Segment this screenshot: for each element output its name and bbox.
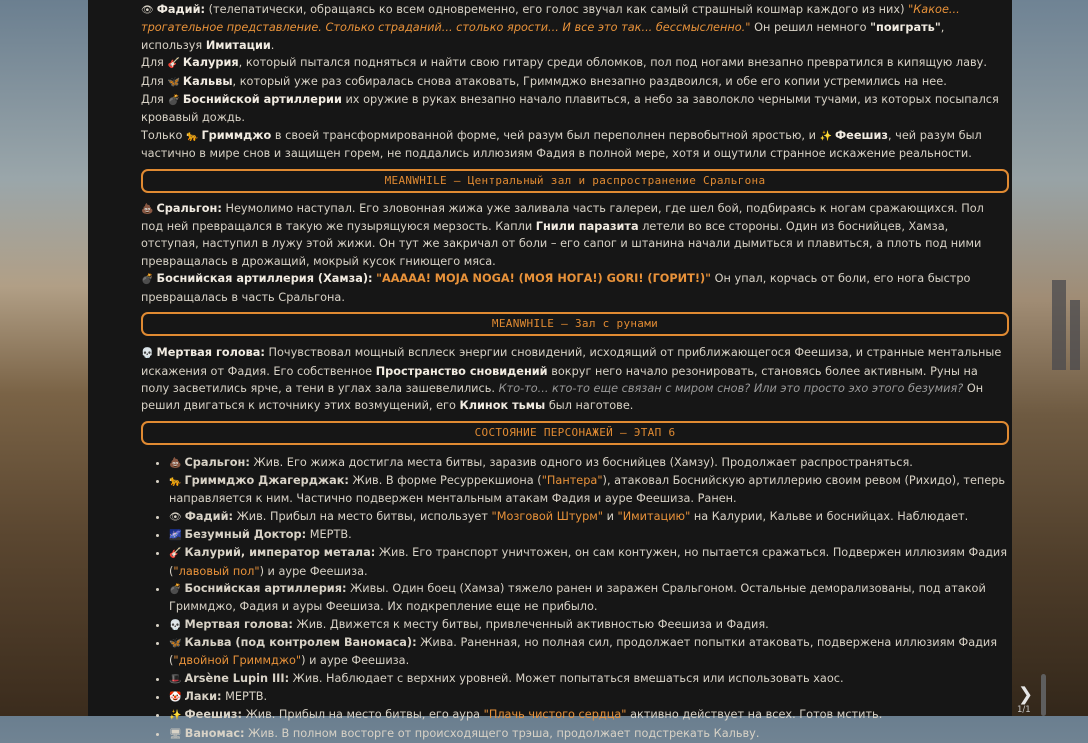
status-item xyxy=(169,616,1009,634)
status-text: МЕРТВ. xyxy=(221,690,268,704)
character-name: Сральгон: xyxy=(184,455,250,469)
kaluriy-line: Для 🎸 Калурия, который пытался подняться и найти свою гитару среди обломков, пол под ногами внезапно превратился в кипящую лаву. xyxy=(141,56,987,70)
status-text: ) и ауре Феешиза. xyxy=(259,564,368,578)
character-icon: 💣 xyxy=(169,584,182,596)
speaker-name: Фадий: xyxy=(156,3,206,16)
quote: "Плачь чистого сердца" xyxy=(483,708,627,722)
character-name: Боснийская артиллерия: xyxy=(184,582,347,596)
chevron-right-icon[interactable]: ❯ xyxy=(1018,684,1034,705)
status-text: Жива. Раненная, но полная сил, продолжает попытки атаковать, подвержена иллюзиям Фадия ( xyxy=(169,636,998,668)
status-text: ) и ауре Феешиза. xyxy=(301,654,410,668)
section-header-rune-hall: MEANWHILE – Зал с рунами xyxy=(141,312,1009,336)
status-text: Живы. Один боец (Хамза) тяжело ранен и заражен Сральгоном. Остальные деморализованы, под атакой Гриммджо, Фадия и ауры Феешиза. Их подкрепление еще не прибыло. xyxy=(169,582,986,614)
status-text: Жив. Наблюдает с верхних уровней. Может попытаться вмешаться или использовать хаос. xyxy=(289,671,844,685)
character-name: Ваномас: xyxy=(184,726,245,740)
quote: "Имитацию" xyxy=(617,509,691,523)
background-scene-right xyxy=(1012,0,1088,716)
character-icon: 🦋 xyxy=(169,638,182,650)
deadhead-paragraph: 💀 Мертвая голова: Почувствовал мощный всплеск энергии сновидений, исходящий от приближающегося Феешиза, и странные ментальные искажения от Фадия. Его собственное Пространство сновидений вокруг него начало резонировать, становясь более активным. Руны на полу засветились ярче, а тени в углах зала зашевелились. Кто-то... кто-то еще связан с миром снов? Или это просто эхо этого безумия? Он решил двигаться к источнику этих возмущений, его Клинок тьмы был наготове. xyxy=(141,346,1002,413)
status-item xyxy=(169,454,1009,472)
character-name: Кальва (под контролем Ваномаса): xyxy=(184,636,417,650)
status-text: Жив. Его жижа достигла места битвы, заразив одного из боснийцев (Хамзу). Продолжает распространяться. xyxy=(249,455,913,469)
artillery-paragraph: 💣 Боснийская артиллерия (Хамза): "AAAAA! MOJA NOGA! (МОЯ НОГА!) GORI! (ГОРИТ!)" Он упал, корчась от боли, его нога быстро превращалась в часть Сральгона. xyxy=(141,272,971,304)
artillery-line: Для 💣 Боснийской артиллерии их оружие в руках внезапно начало плавиться, а небо за заволокло черными тучами, из которых посыпался кровавый дождь. xyxy=(141,93,999,125)
status-text: МЕРТВ. xyxy=(306,528,352,542)
page-indicator: 1/1 xyxy=(1017,705,1031,715)
character-icon: 🌌 xyxy=(169,530,182,542)
status-item xyxy=(169,634,1009,669)
status-text: Жив. Прибыл на место битвы, его аура xyxy=(241,708,484,722)
status-item xyxy=(169,508,1009,526)
character-name: Arsène Lupin III: xyxy=(184,671,290,685)
status-item xyxy=(169,472,1009,507)
character-icon: 💩 xyxy=(169,457,182,469)
status-text: ), атаковал Боснийскую артиллерию своим ревом (Рихидо), теперь направляется к ним. Частично подвержен ментальным атакам Фадия и ауре Феешиза. Ранен. xyxy=(169,474,1006,506)
character-icon: 👁 xyxy=(169,511,182,523)
status-item xyxy=(169,580,1009,615)
status-item xyxy=(169,544,1009,579)
background-scene-left xyxy=(0,0,88,716)
ruin-tower xyxy=(1052,280,1066,370)
status-text: и xyxy=(602,509,618,523)
poop-icon: 💩 xyxy=(141,203,154,215)
quote: "двойной Гриммджо" xyxy=(173,654,302,668)
character-name: Феешиз: xyxy=(184,708,242,722)
eye-icon: 👁 xyxy=(141,5,154,16)
status-item xyxy=(169,725,1009,743)
guitar-icon: 🎸 xyxy=(167,58,180,70)
character-name: Фадий: xyxy=(184,509,234,523)
status-item xyxy=(169,670,1009,688)
quote: "лавовый пол" xyxy=(173,564,260,578)
ruin-tower xyxy=(1070,300,1080,370)
character-icon: 🎩 xyxy=(169,673,182,685)
only-paragraph: Только 🐆 Гриммджо в своей трансформированной форме, чей разум был переполнен первобытной яростью, и ✨ Феешиз, чей разум был частично в мире снов и защищен горем, не поддались иллюзиям Фадия в полной мере, хотя и ощутили странное искажение реальности. xyxy=(141,128,982,161)
status-item xyxy=(169,526,1009,544)
sralgon-paragraph: 💩 Сральгон: Неумолимо наступал. Его зловонная жижа уже заливала часть галереи, где шел бой, подбираясь к ногам сражающихся. Пол под ней превращался в такую же пузырящуюся мерзость. Капли Гнили паразита летели во все стороны. Один из боснийцев, Хамза, отступая, наступил в лужу этой жижи. Он тут же закричал от боли – его сапог и штанина начали дымиться и плавиться, а плоть под ними превращалась в дрожащий, мокрый кусок гниющего мяса. xyxy=(141,201,984,268)
character-icon: 🎸 xyxy=(169,548,182,560)
kalva-line: Для 🦋 Кальвы, который уже раз собиралась снова атаковать, Гриммджо внезапно раздвоился, и обе его копии устремились на нее. xyxy=(141,74,947,88)
status-text: Жив. В форме Ресуррекшиона ( xyxy=(348,474,542,488)
quote: "Пантера" xyxy=(541,474,603,488)
status-text: Жив. Его транспорт уничтожен, он сам контужен, но пытается сражаться. Подвержен иллюзиям Фадия ( xyxy=(169,546,1008,578)
quote: "Мозговой Штурм" xyxy=(491,509,603,523)
character-icon: 🖥 xyxy=(169,728,182,740)
status-text: Жив. Движется к месту битвы, привлеченный активностью Феешиза и Фадия. xyxy=(292,617,769,631)
character-name: Гриммджо Джагерджак: xyxy=(184,474,349,488)
butterfly-icon: 🦋 xyxy=(167,76,180,88)
status-text: Жив. В полном восторге от происходящего трэша, продолжает подстрекать Кальву. xyxy=(244,726,760,740)
character-icon: 💀 xyxy=(169,619,182,631)
inner-thought: Кто-то... кто-то еще связан с миром снов? Или это просто эхо этого безумия? xyxy=(498,381,964,395)
character-name: Мертвая голова: xyxy=(184,617,293,631)
section-header-character-status: СОСТОЯНИЕ ПЕРСОНАЖЕЙ – ЭТАП 6 xyxy=(141,421,1009,445)
status-list xyxy=(141,454,1009,743)
fadiy-paragraph: 👁 Фадий: (телепатически, обращаясь ко всем одновременно, его голос звучал как самый страшный кошмар каждого из них) "Какое... трогательное представление. Столько страданий... столько ярости... И все это так... бессмысленно." Он решил немного "поиграть", используя Имитации. xyxy=(141,3,960,52)
section-header-central-hall: MEANWHILE – Центральный зал и распространение Сральгона xyxy=(141,169,1009,193)
quote: "Какое... трогательное представление. Столько страданий... столько ярости... И все это так... бессмысленно." xyxy=(141,3,960,35)
status-text: на Калурии, Кальве и боснийцах. Наблюдает. xyxy=(690,509,969,523)
skull-icon: 💀 xyxy=(141,348,154,360)
message-content xyxy=(141,0,1009,743)
status-text: Жив. Прибыл на место битвы, использует xyxy=(233,509,492,523)
character-name: Безумный Доктор: xyxy=(184,528,307,542)
character-name: Калурий, император метала: xyxy=(184,546,376,560)
character-icon: 🐆 xyxy=(169,476,182,488)
character-name: Лаки: xyxy=(184,690,222,704)
character-icon: ✨ xyxy=(169,710,182,722)
quote: "AAAAA! MOJA NOGA! (МОЯ НОГА!) GORI! (ГОРИТ!)" xyxy=(376,272,712,286)
bomb-icon: 💣 xyxy=(141,274,154,286)
sparkles-icon: ✨ xyxy=(819,130,832,142)
status-text: активно действует на всех. Готов мстить. xyxy=(626,708,883,722)
scrollbar-thumb[interactable] xyxy=(1041,674,1046,716)
character-icon: 🤡 xyxy=(169,692,182,704)
status-item xyxy=(169,688,1009,706)
leopard-icon: 🐆 xyxy=(186,130,199,142)
bomb-icon: 💣 xyxy=(167,95,180,107)
